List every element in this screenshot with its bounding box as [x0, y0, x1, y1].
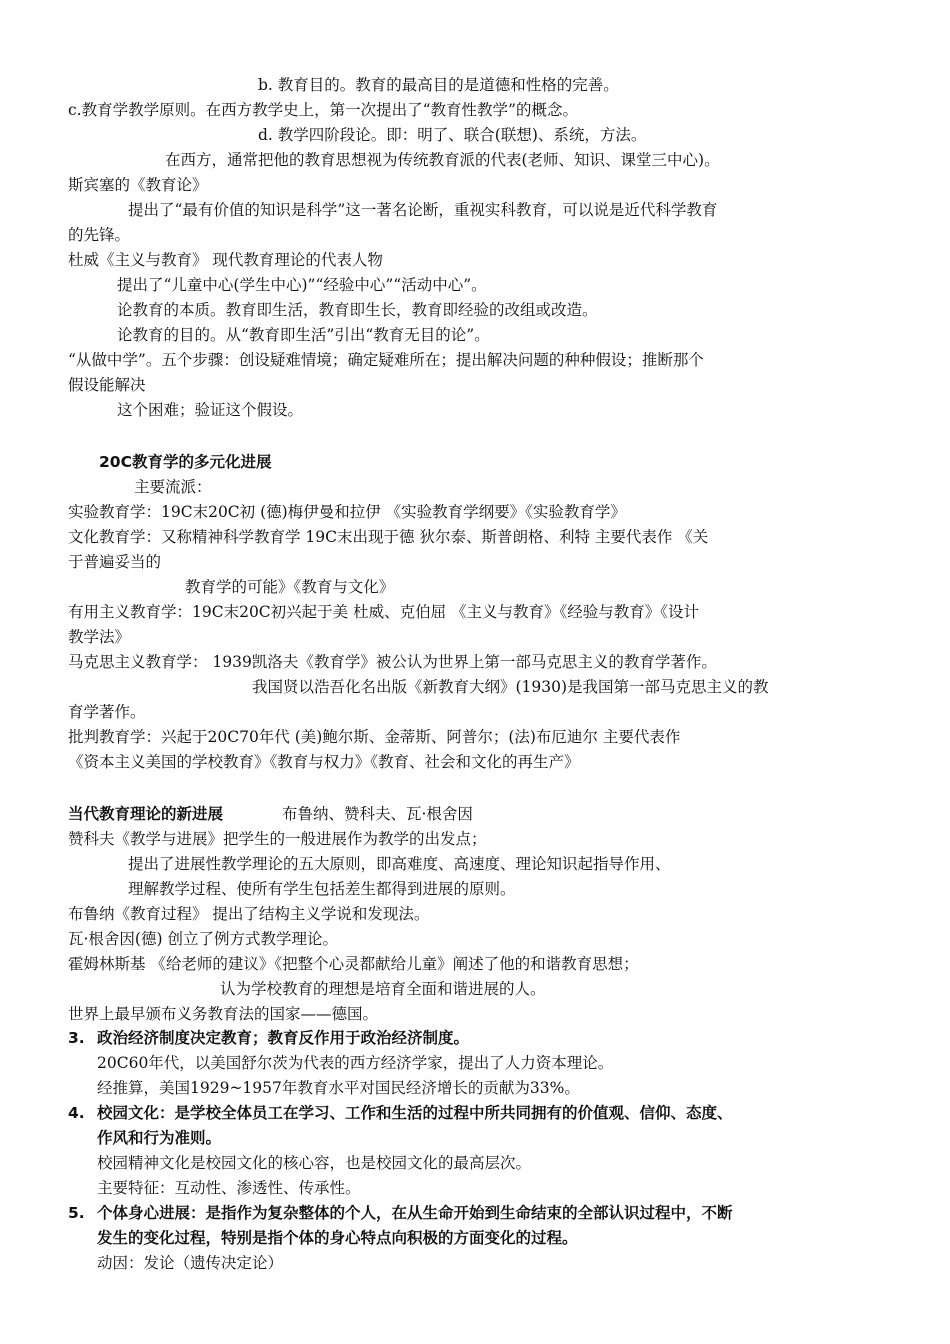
- text-line: c.教育学教学原则。在西方教学史上，第一次提出了“教育性教学”的概念。: [68, 101, 578, 119]
- text-line: 论教育的本质。教育即生活，教育即生长，教育即经验的改组或改造。: [117, 301, 598, 319]
- text-line: 提出了“最有价值的知识是科学”这一著名论断，重视实科教育，可以说是近代科学教育: [128, 201, 718, 219]
- text-line: 霍姆林斯基 《给老师的建议》《把整个心灵都献给儿童》阐述了他的和谐教育思想；: [68, 955, 639, 973]
- text-line: 教学法》: [68, 628, 131, 646]
- text-line: 布鲁纳《教育过程》 提出了结构主义学说和发现法。: [68, 905, 430, 923]
- text-line: 20C60年代，以美国舒尔茨为代表的西方经济学家，提出了人力资本理论。: [97, 1054, 614, 1072]
- text-line: 动因：发论（遗传决定论）: [97, 1254, 284, 1272]
- text-line: d. 教学四阶段论。即：明了、联合(联想)、系统，方法。: [258, 126, 647, 144]
- text-line: b. 教育目的。教育的最高目的是道德和性格的完善。: [258, 76, 619, 94]
- list-number: 3.: [68, 1029, 85, 1047]
- text-line: 《资本主义美国的学校教育》《教育与权力》《教育、社会和文化的再生产》: [68, 753, 580, 771]
- text-line: 杜威《主义与教育》 现代教育理论的代表人物: [68, 251, 383, 269]
- text-line: 经推算，美国1929~1957年教育水平对国民经济增长的贡献为33%。: [97, 1079, 580, 1097]
- text-line: 实验教育学：19C末20C初 (德)梅伊曼和拉伊 《实验教育学纲要》《实验教育学》: [68, 503, 626, 521]
- list-item-heading: 发生的变化过程，特别是指个体的身心特点向积极的方面变化的过程。: [97, 1229, 578, 1247]
- text-line: 批判教育学：兴起于20C70年代 (美)鲍尔斯、金蒂斯、阿普尔；(法)布厄迪尔 主要代表作: [68, 728, 681, 746]
- text-line: 主要特征：互动性、渗透性、传承性。: [97, 1179, 361, 1197]
- text-line: 主要流派：: [134, 478, 212, 496]
- text-line: “从做中学”。五个步骤：创设疑难情境；确定疑难所在；提出解决问题的种种假设；推断那个: [68, 351, 704, 369]
- text-line: 理解教学过程、使所有学生包括差生都得到进展的原则。: [128, 880, 516, 898]
- text-line: 瓦·根舍因(德) 创立了例方式教学理论。: [68, 930, 338, 948]
- list-item-heading: 校园文化：是学校全体员工在学习、工作和生活的过程中所共同拥有的价值观、信仰、态度、: [97, 1104, 733, 1122]
- text-line: 布鲁纳、赞科夫、瓦·根舍因: [282, 805, 473, 823]
- text-line: 育学著作。: [68, 703, 146, 721]
- text-line: 文化教育学：又称精神科学教育学 19C末出现于德 狄尔泰、斯普朗格、利特 主要代表作 《关: [68, 528, 709, 546]
- text-line: 这个困难；验证这个假设。: [117, 401, 304, 419]
- list-item-heading: 政治经济制度决定教育；教育反作用于政治经济制度。: [97, 1029, 470, 1047]
- text-line: 有用主义教育学：19C末20C初兴起于美 杜威、克伯屈 《主义与教育》《经验与教育》《设计: [68, 603, 700, 621]
- text-line: 世界上最早颁布义务教育法的国家——德国。: [68, 1005, 379, 1023]
- text-line: 我国贤以浩吾化名出版《新教育大纲》(1930)是我国第一部马克思主义的教: [252, 678, 769, 696]
- text-line: 论教育的目的。从“教育即生活”引出“教育无目的论”。: [117, 326, 490, 344]
- list-number: 5.: [68, 1204, 85, 1222]
- text-line: 教育学的可能》《教育与文化》: [185, 578, 395, 596]
- text-line: 在西方，通常把他的教育思想视为传统教育派的代表(老师、知识、课堂三中心)。: [165, 151, 720, 169]
- text-line: 校园精神文化是校园文化的核心容，也是校园文化的最高层次。: [97, 1154, 532, 1172]
- text-line: 马克思主义教育学： 1939凯洛夫《教育学》被公认为世界上第一部马克思主义的教育学著作。: [68, 653, 717, 671]
- text-line: 假设能解决: [68, 376, 146, 394]
- list-item-heading: 个体身心进展：是指作为复杂整体的个人，在从生命开始到生命结束的全部认识过程中，不断: [97, 1204, 733, 1222]
- list-item-heading: 作风和行为准则。: [97, 1129, 222, 1147]
- section-heading: 当代教育理论的新进展: [68, 805, 224, 823]
- text-line: 提出了进展性教学理论的五大原则，即高难度、高速度、理论知识起指导作用、: [128, 855, 671, 873]
- text-line: 于普遍妥当的: [68, 553, 162, 571]
- text-line: 的先锋。: [68, 226, 131, 244]
- text-line: 提出了“儿童中心(学生中心)”“经验中心”“活动中心”。: [117, 276, 487, 294]
- text-line: 赞科夫《教学与进展》把学生的一般进展作为教学的出发点；: [68, 830, 487, 848]
- text-line: 认为学校教育的理想是培育全面和谐进展的人。: [220, 980, 546, 998]
- section-heading: 20C教育学的多元化进展: [99, 453, 272, 471]
- list-number: 4.: [68, 1104, 85, 1122]
- text-line: 斯宾塞的《教育论》: [68, 176, 208, 194]
